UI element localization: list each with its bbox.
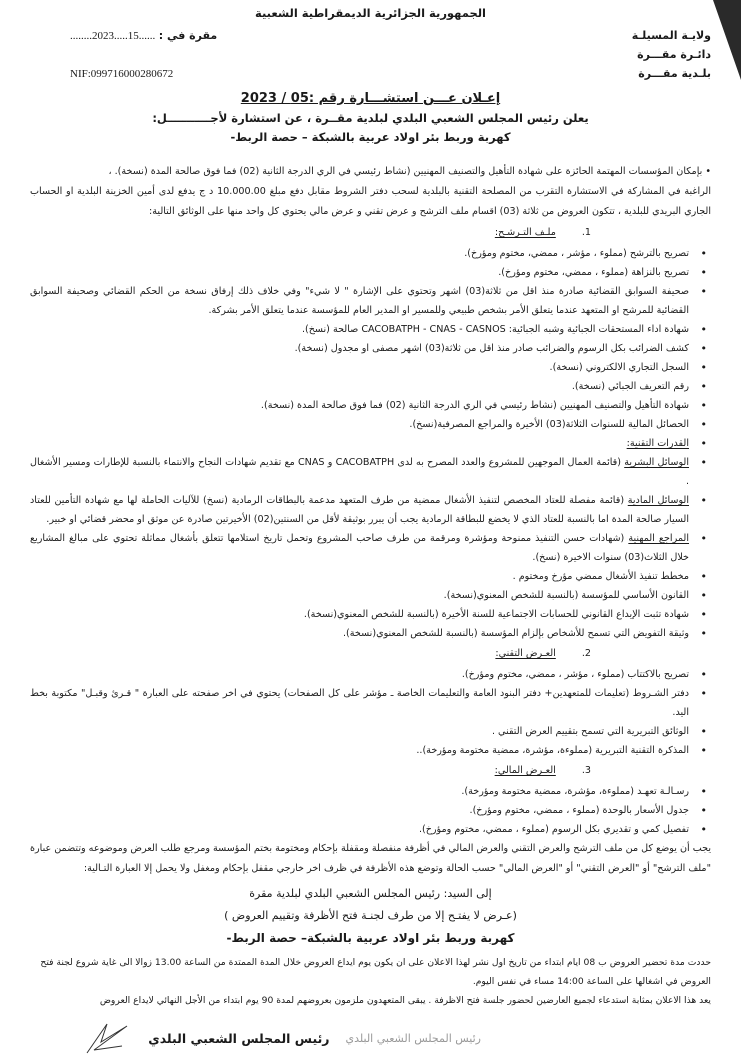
item-text: جدول الأسعار بالوحدة (مملوء ، ممضي، مختوم ومؤرخ). [469, 805, 689, 816]
list-item [30, 339, 689, 358]
list-item [30, 586, 689, 605]
list-item [30, 396, 689, 415]
date-line [70, 29, 217, 42]
header-row-3 [30, 64, 711, 83]
list-item [30, 377, 689, 396]
list-item [30, 820, 689, 839]
list-item [30, 741, 689, 760]
list-item [30, 624, 689, 643]
official-stamp [345, 1032, 481, 1045]
list-item [30, 434, 689, 453]
nif: NIF:099716000280672 [70, 67, 174, 80]
document-page [30, 6, 711, 1056]
item-text: (قائمة مفصلة للعتاد المخصص لتنفيذ الأشغال ممضية من طرف المتعهد مدعمة بالبطاقات الرمادية (نسخ) للآليات الحاملة لها مع شهادة التأمين للعتاد السيار صالحة المدة اما بالنسبة للعتاد الذي لا يخضع للبطاقة الرمادية يجب أن يبرر بوثيقة لأقل من السنتين(02) الأخيرتين صادرة عن موثق او محضر قضائي او خبير. [30, 495, 689, 525]
item-text: تصريح بالاكتتاب (مملوء ، مؤشر ، ممضي، مختوم ومؤرخ). [461, 669, 689, 680]
item-label: المراجع المهنية [628, 533, 690, 544]
section-list [30, 244, 711, 643]
stamp-text: رئيس المجلس الشعبي البلدي [345, 1031, 481, 1045]
item-text: شهادة اداء المستحقات الجبائية وشبه الجبائية: CACOBATPH - CNAS - CASNOS صالحة (نسخ). [301, 324, 689, 335]
item-text: السجل التجاري الالكتروني (نسخة). [549, 362, 689, 373]
envelope-address [30, 883, 711, 949]
list-item [30, 415, 689, 434]
header-row-1 [30, 26, 711, 45]
signature-block [30, 1020, 481, 1056]
list-item [30, 782, 689, 801]
item-text: شهادة التأهيل والتصنيف المهنيين (نشاط رئيسي في الري الدرجة الثانية (02) فما فوق صالحة المدة (نسخة). [260, 400, 689, 411]
list-item [30, 567, 689, 586]
list-item [30, 605, 689, 624]
list-item [30, 358, 689, 377]
final-note-2: يعد هذا الاعلان بمثابة استدعاء لجميع العارضين لحضور جلسة فتح الاظرفة . يبقى المتعهدون ملزمون بعروضهم لمدة 90 يوم ابتداء من الأجل النهائي لايداع العروض [99, 995, 711, 1006]
announcement-title: إعـلان عـــن استشـــارة رقم :05 / 2023 [240, 91, 501, 106]
section-title: ملـف التـرشـح: [494, 227, 556, 238]
section-list [30, 665, 711, 760]
section-number: 1. [581, 227, 591, 238]
scan-corner-shadow [713, 0, 741, 80]
list-item [30, 684, 689, 722]
section-heading [30, 762, 591, 780]
item-label: القدرات التقنية: [626, 438, 689, 449]
list-item [30, 801, 689, 820]
section-title: العـرض التقني: [495, 648, 556, 659]
section-number: 2. [581, 648, 591, 659]
signature-title: رئيس المجلس الشعبي البلدي [148, 1030, 330, 1046]
list-item [30, 722, 689, 741]
final-notes [30, 953, 711, 1010]
section-number: 3. [581, 765, 591, 776]
announcement-subtitle: يعلن رئيس المجلس الشعبي البلدي لبلدية مقــرة ، عن استشارة لأجـــــــــــل: [152, 111, 589, 125]
sections [30, 224, 711, 839]
item-text: (شهادات حسن التنفيذ ممنوحة ومؤشرة ومرقمة من طرف صاحب المشروع وتحمل تاريخ استلامها تتعلق بأشغال مماثلة تحتوي على مبالغ المشاريع خلال الثلاث(03) سنوات الاخيرة (نسخ). [30, 533, 689, 563]
list-item [30, 453, 689, 491]
section-list [30, 782, 711, 839]
item-label: الوسائل البشرية [624, 457, 690, 468]
item-text: صحيفة السوابق القضائية صادرة منذ اقل من ثلاثة(03) اشهر وتحتوي على الإشارة " لا شيء" وفي خلاف ذلك إرفاق نسخة من الحكم القضائي وصحيفة السوابق القضائية للمرشح او المتعهد عندما يتعلق الأمر بشخص طبيعي وللمسير او المدير العام للمؤسسة عندما يتعلق الأمر بشركة. [30, 286, 689, 316]
section-heading [30, 224, 591, 242]
section-title: العـرض المالي: [494, 765, 556, 776]
item-text: تفصيل كمي و تقديري بكل الرسوم (مملوء ، ممضي، مختوم ومؤرخ). [418, 824, 689, 835]
item-text: الوثائق التبريرية التي تسمح بتقييم العرض التقني . [491, 726, 689, 737]
conditions-paragraph: الراغبة في المشاركة في الاستشارة التقرب من المصلحة التقنية بالبلدية لسحب دفتر الشروط مقابل دفع مبلغ 10.000.00 د ج يدفع لدى أمين الخزينة البلدية او الحساب الجاري البريدي للبلدية ، تتكون العروض من ثلاثة (03) اقسام ملف الترشح و عرض تقني و عرض مالي يحتوي كل واحد منها على الوثائق التالية: [30, 186, 711, 217]
address-to: إلى السيد: رئيس المجلس الشعبي البلدي لبلدية مقرة [249, 887, 492, 900]
address-note: (عـرض لا يفتـح إلا من طرف لجنـة فتح الأظرفة وتقييم العروض ) [224, 909, 517, 922]
intro-sentence: بإمكان المؤسسات المهتمة الحائزة على شهادة التأهيل والتصنيف المهنيين (نشاط رئيسي في الري الدرجة الثانية (02) فما فوق صالحة المدة (نسخة). ، [108, 166, 703, 177]
signature-scribble-icon [82, 1020, 132, 1056]
project-name: كهربة وربط بئر اولاد عربية بالشبكة – حصة الربط- [230, 130, 511, 144]
list-item [30, 282, 689, 320]
intro-text: • بإمكان المؤسسات المهتمة الحائزة على شهادة التأهيل والتصنيف المهنيين (نشاط رئيسي في الري الدرجة الثانية (02) فما فوق صالحة المدة (نسخة). ، [108, 166, 711, 177]
item-text: تصريح بالترشح (مملوء ، مؤشر ، ممضي، مختوم ومؤرخ). [464, 248, 689, 259]
item-text: مخطط تنفيذ الأشغال ممضي مؤرخ ومختوم . [512, 571, 689, 582]
item-text: رسـالـة تعهـد (مملوءة، مؤشرة، ممضية مختومة ومؤرخة). [461, 786, 689, 797]
final-note-1: حددت مدة تحضير العروض ب 08 ايام ابتداء من تاريخ اول نشر لهذا الاعلان على ان يكون يوم ايداع العروض خلال المدة الممتدة من الساعة 13.00 زوالا الى غاية شروع لجنة فتح العروض في اشغالها على الساعة 14:00 مساء في نفس اليوم. [40, 957, 711, 987]
item-text: القانون الأساسي للمؤسسة (بالنسبة للشخص المعنوي(نسخة). [443, 590, 689, 601]
list-item [30, 263, 689, 282]
item-text: وثيقة التفويض التي تسمح للأشخاص بإلزام المؤسسة (بالنسبة للشخص المعنوي(نسخة). [342, 628, 689, 639]
list-item [30, 529, 689, 567]
date-label: مقرة في : [158, 29, 218, 42]
baladia: بلـدية مقـــرة [638, 67, 711, 80]
wilaya: ولايـة المسيلـة [631, 29, 711, 42]
daira: دائـرة مقـــرة [637, 48, 711, 61]
list-item [30, 244, 689, 263]
item-text: شهادة تثبت الإيداع القانوني للحسابات الاجتماعية للسنة الأخيرة (بالنسبة للشخص المعنوي(نسخة). [303, 609, 689, 620]
list-item [30, 491, 689, 529]
section-heading [30, 645, 591, 663]
list-item [30, 320, 689, 339]
item-text: كشف الضرائب بكل الرسوم والضرائب صادر منذ اقل من ثلاثة(03) اشهر مصفى او مجدول (نسخة). [294, 343, 689, 354]
item-text: دفتر الشـروط (تعليمات للمتعهدين+ دفتر البنود العامة والتعليمات الخاصة ـ مؤشر على كل الصفحات) يحتوي في اخر صفحته على العبارة " قـرئ وقبـل" مكتوبة بخط اليد. [30, 688, 689, 718]
republic-heading: الجمهورية الجزائرية الديمقراطية الشعبية [254, 6, 486, 20]
header-row-2 [30, 45, 711, 64]
address-project: كهربة وربط بئر اولاد عربية بالشبكة– حصة الربط- [226, 931, 515, 945]
item-text: تصريح بالنزاهة (مملوء ، ممضي، مختوم ومؤرخ). [498, 267, 689, 278]
envelope-instructions: يجب أن يوضع كل من ملف الترشح والعرض التقني والعرض المالي في أظرفة منفصلة ومقفلة بإحكام ومختومة بختم المؤسسة ومرجع طلب العرض وموضوعه وتتضمن عبارة "ملف الترشح" أو "العرض التقني" أو "العرض المالي" حسب الحالة وتوضع هذه الأظرفة في ظرف اخر خارجي مقفل بإحكام ومغفل ولا يحمل إلا العبارة التـالية: [30, 843, 711, 874]
item-text: (قائمة العمال الموجهين للمشروع والعدد المصرح به لدى CACOBATPH و CNAS مع تقديم شهادات النجاح والانتماء بالنسبة للإطارات ومسير الأشغال . [30, 457, 689, 487]
item-label: الوسائل المادية [627, 495, 689, 506]
list-item [30, 665, 689, 684]
date-value: ......15.....2023........ [70, 30, 156, 42]
item-text: الحصائل المالية للسنوات الثلاثة(03) الأخيرة والمراجع المصرفية(نسخ). [409, 419, 689, 430]
item-text: المذكرة التقنية التبريرية (مملوءة، مؤشرة، ممضية مختومة ومؤرخة).. [416, 745, 689, 756]
item-text: رقم التعريف الجبائي (نسخة). [571, 381, 689, 392]
